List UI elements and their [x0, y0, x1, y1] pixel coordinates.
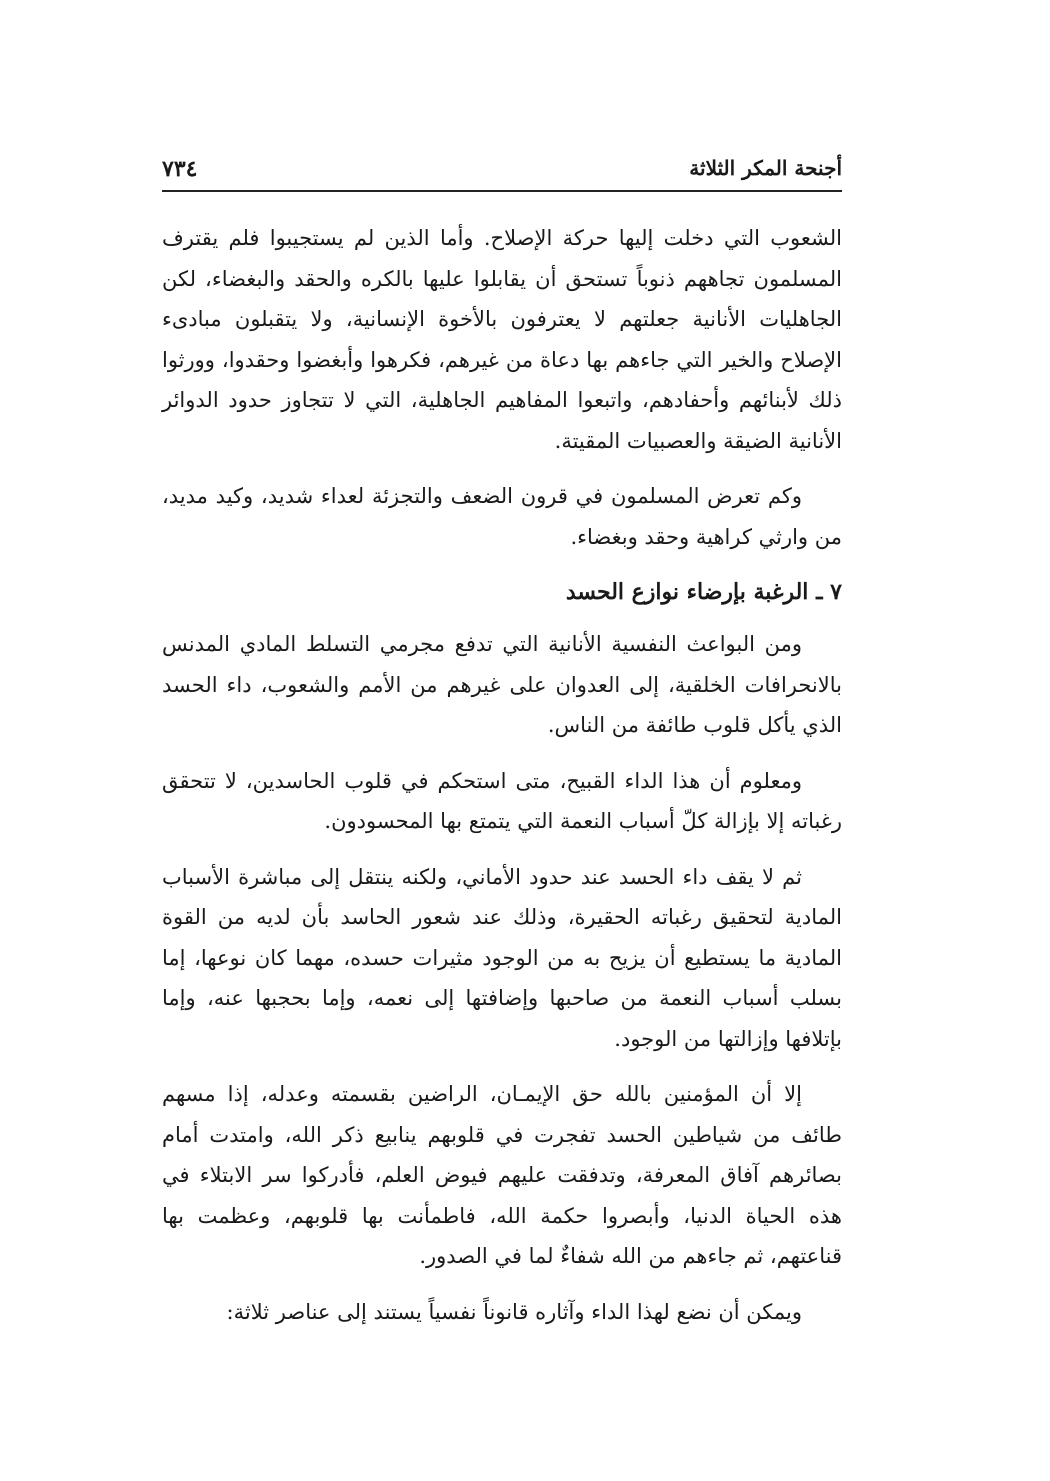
paragraph-1: الشعوب التي دخلت إليها حركة الإصلاح. وأما الذين لم يستجيبوا فلم يقترف المسلمون تجاههم ذنوباً تستحق أن يقابلوا عليها بالكره والحقد والبغضاء، لكن الجاهليات الأنانية جعلتهم لا يعترفون بالأخوة الإنسانية، ولا يتقبلون مبادىء الإصلاح والخير التي جاءهم بها دعاة من غيرهم، فكرهوا وأبغضوا وحقدوا، وورثوا ذلك لأبنائهم وأحفادهم، واتبعوا المفاهيم الجاهلية، التي لا تتجاوز حدود الدوائر الأنانية الضيقة والعصبيات المقيتة.	[162, 226, 842, 453]
paragraph-7: ويمكن أن نضع لهذا الداء وآثاره قانوناً نفسياً يستند إلى عناصر ثلاثة:	[226, 1299, 802, 1324]
paragraph-6: إلا أن المؤمنين بالله حق الإيمـان، الراضين بقسمته وعدله، إذا مسهم طائف من شياطين الحسد تفجرت في قلوبهم ينابيع ذكر الله، وامتدت أمام بصائرهم آفاق المعرفة، وتدفقت عليهم فيوض العلم، فأدركوا سر الابتلاء في هذه الحياة الدنيا، وأبصروا حكمة الله، فاطمأنت بها قلوبهم، وعظمت بها قناعتهم، ثم جاءهم من الله شفاءٌ لما في الصدور.	[162, 1082, 842, 1268]
paragraph-4: ومعلوم أن هذا الداء القبيح، متى استحكم في قلوب الحاسدين، لا تتحقق رغباته إلا بإزالة كلّ أسباب النعمة التي يتمتع بها المحسودون.	[162, 768, 842, 833]
page-number: ٧٣٤	[162, 156, 198, 182]
paragraph-3: ومن البواعث النفسية الأنانية التي تدفع مجرمي التسلط المادي المدنس بالانحرافات الخلقية، إلى العدوان على غيرهم من الأمم والشعوب، داء الحسد الذي يأكل قلوب طائفة من الناس.	[162, 632, 842, 737]
paragraph-2: وكم تعرض المسلمون في قرون الضعف والتجزئة لعداء شديد، وكيد مديد، من وارثي كراهية وحقد وبغضاء.	[162, 484, 842, 549]
header-rule	[162, 190, 842, 192]
page-header	[162, 150, 842, 190]
page-body	[162, 218, 842, 1347]
paragraph-5: ثم لا يقف داء الحسد عند حدود الأماني، ولكنه ينتقل إلى مباشرة الأسباب المادية لتحقيق رغباته الحقيرة، وذلك عند شعور الحاسد بأن لديه من القوة المادية ما يستطيع أن يزيح به من الوجود مثيرات حسده، مهما كان نوعها، إما بسلب أسباب النعمة من صاحبها وإضافتها إلى نعمه، وإما بحجبها عنه، وإما بإتلافها وإزالتها من الوجود.	[162, 864, 842, 1051]
running-title: أجنحة المكر الثلاثة	[689, 156, 842, 180]
section-heading: ٧ ـ الرغبة بإرضاء نوازع الحسد	[565, 579, 842, 605]
